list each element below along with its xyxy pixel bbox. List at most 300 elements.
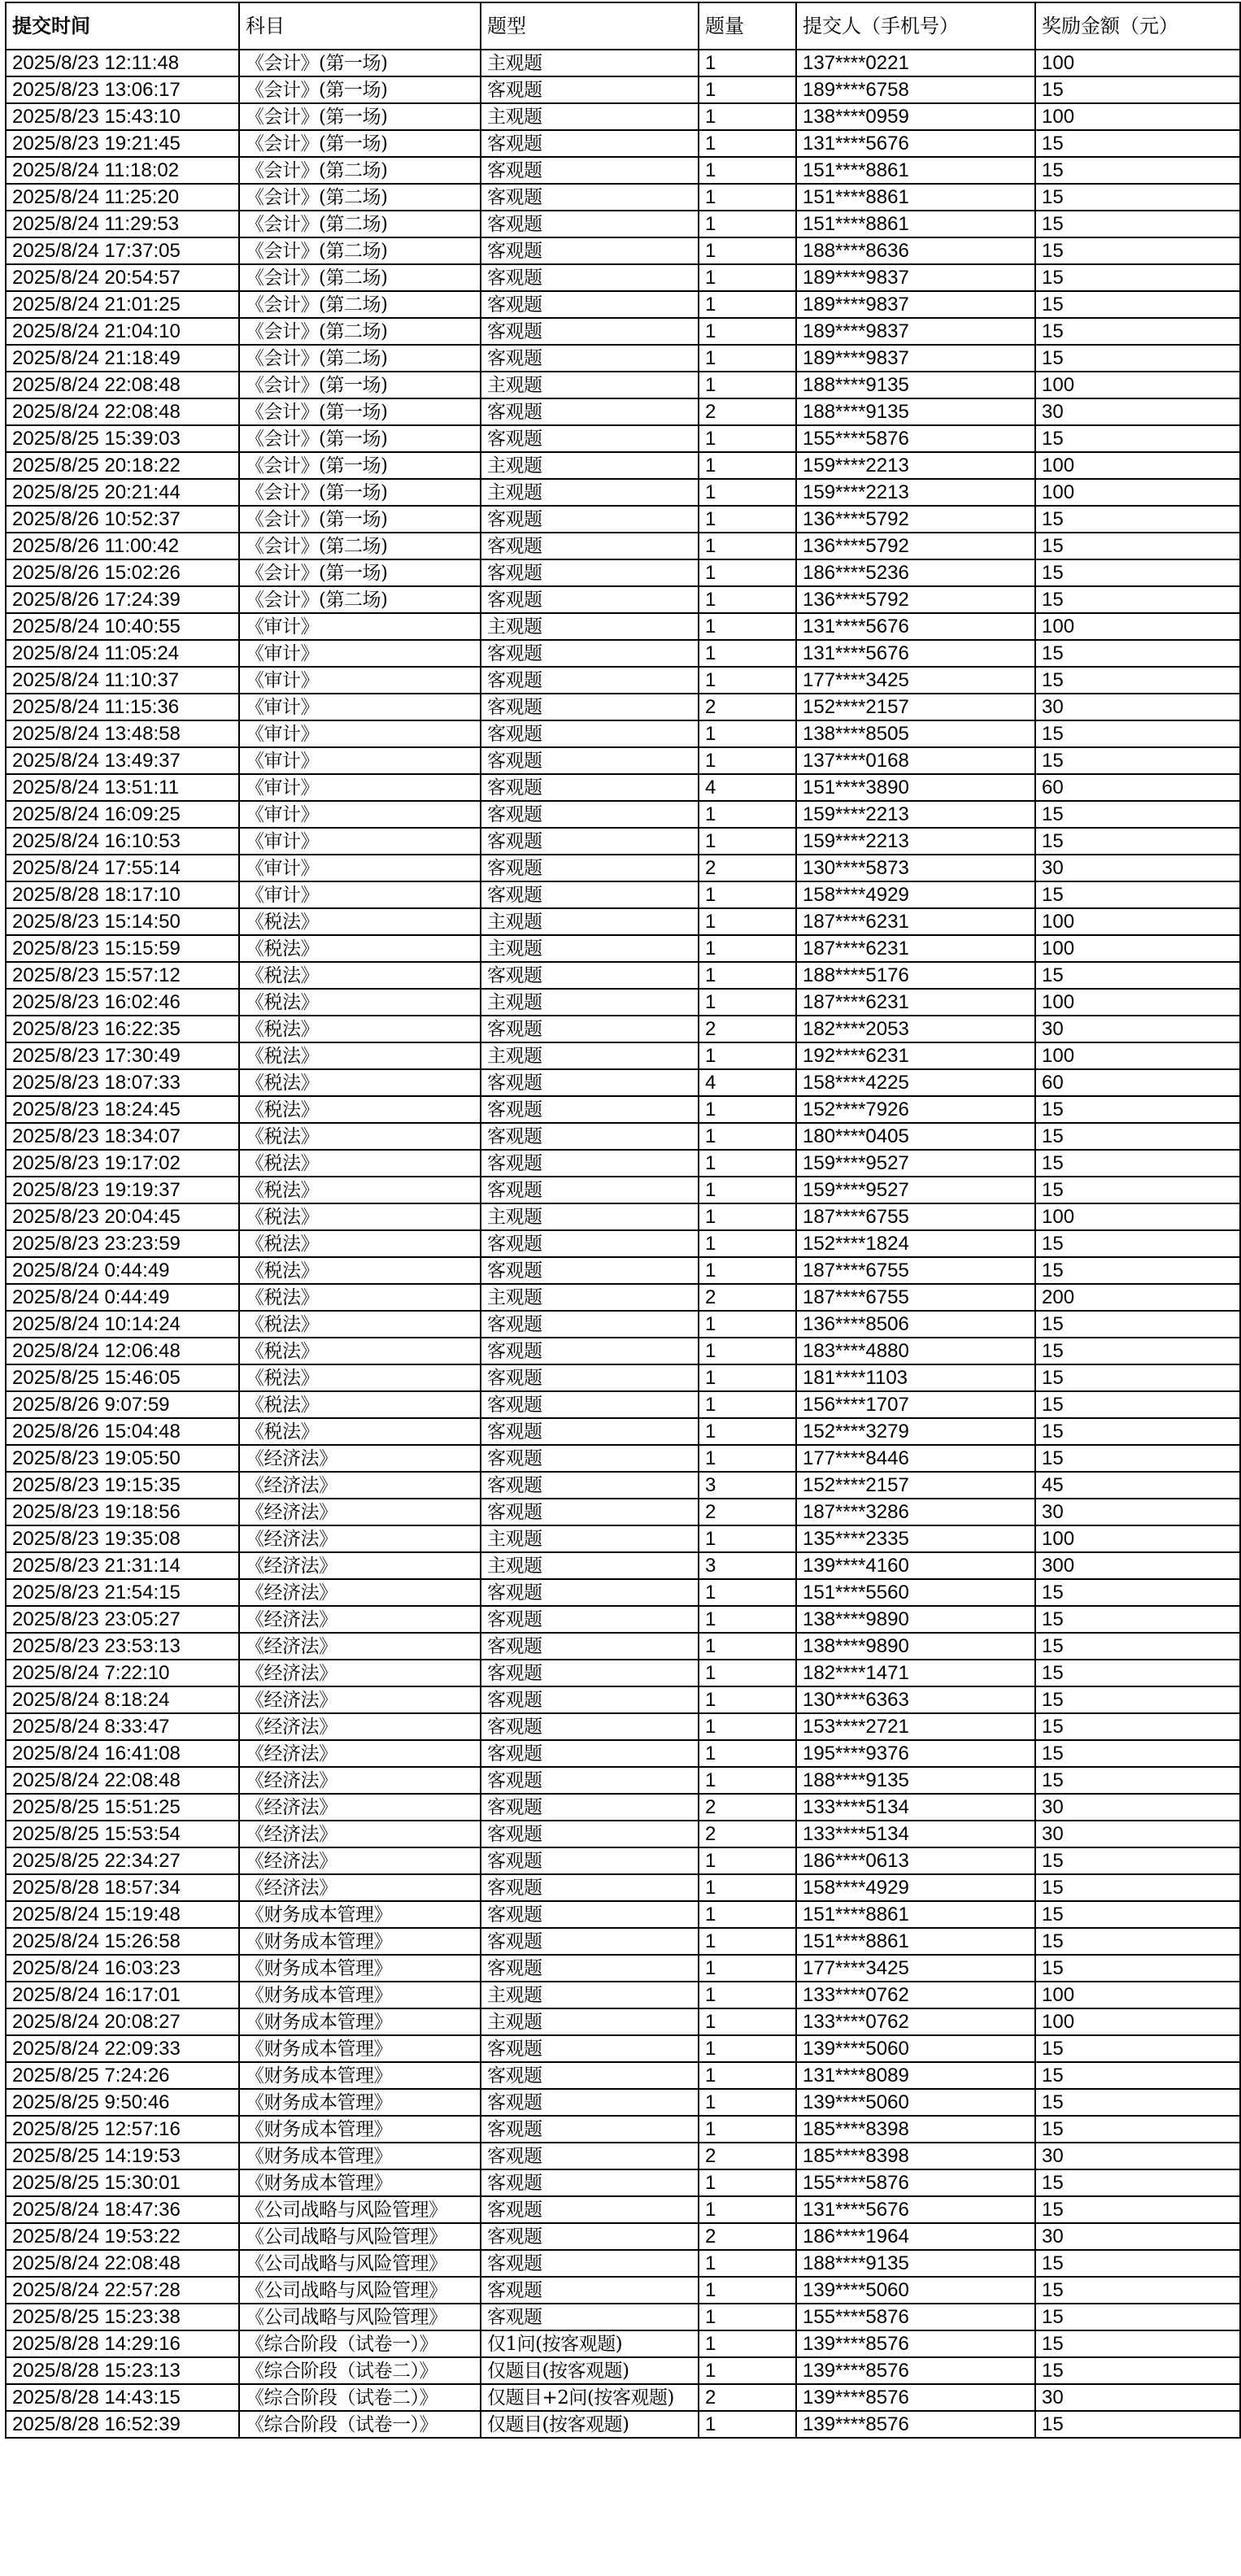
cell-question-count: 1 <box>699 2250 796 2277</box>
cell-question-count: 1 <box>699 1686 796 1713</box>
cell-reward-amount: 200 <box>1035 1284 1240 1311</box>
cell-subject: 《税法》 <box>239 1311 481 1338</box>
table-row <box>6 1257 1240 1284</box>
cell-question-count: 1 <box>699 1579 796 1606</box>
table-row <box>6 452 1240 479</box>
cell-reward-amount: 100 <box>1035 50 1240 76</box>
cell-reward-amount: 30 <box>1035 1499 1240 1525</box>
cell-subject: 《会计》(第二场) <box>239 184 481 211</box>
header-question-count: 题量 <box>699 2 796 50</box>
cell-submit-time: 2025/8/24 21:01:25 <box>6 291 239 318</box>
table-row <box>6 586 1240 613</box>
cell-question-type: 主观题 <box>481 479 699 506</box>
cell-question-type: 客观题 <box>481 425 699 452</box>
cell-submit-time: 2025/8/24 11:25:20 <box>6 184 239 211</box>
cell-submit-time: 2025/8/24 16:09:25 <box>6 801 239 828</box>
cell-submit-time: 2025/8/24 22:57:28 <box>6 2277 239 2304</box>
table-row <box>6 1364 1240 1391</box>
table-row <box>6 237 1240 264</box>
cell-submitter-phone: 131****5676 <box>796 2196 1035 2223</box>
table-row <box>6 2250 1240 2277</box>
cell-submit-time: 2025/8/24 22:08:48 <box>6 398 239 425</box>
cell-submitter-phone: 182****2053 <box>796 1016 1035 1042</box>
cell-reward-amount: 15 <box>1035 1874 1240 1901</box>
table-row <box>6 2008 1240 2035</box>
cell-question-count: 2 <box>699 1016 796 1042</box>
cell-question-count: 1 <box>699 103 796 130</box>
cell-question-count: 1 <box>699 720 796 747</box>
cell-question-count: 1 <box>699 237 796 264</box>
cell-question-type: 主观题 <box>481 1042 699 1069</box>
cell-subject: 《综合阶段（试卷二）》 <box>239 2357 481 2384</box>
cell-submitter-phone: 188****9135 <box>796 2250 1035 2277</box>
cell-submitter-phone: 185****8398 <box>796 2143 1035 2169</box>
cell-reward-amount: 30 <box>1035 1016 1240 1042</box>
cell-reward-amount: 15 <box>1035 667 1240 694</box>
cell-submitter-phone: 152****3279 <box>796 1418 1035 1445</box>
table-row <box>6 2169 1240 2196</box>
cell-reward-amount: 15 <box>1035 318 1240 345</box>
cell-question-type: 主观题 <box>481 1552 699 1579</box>
cell-subject: 《经济法》 <box>239 1847 481 1874</box>
cell-submitter-phone: 139****8576 <box>796 2330 1035 2357</box>
table-row <box>6 157 1240 184</box>
cell-reward-amount: 15 <box>1035 1606 1240 1633</box>
cell-reward-amount: 15 <box>1035 157 1240 184</box>
cell-submitter-phone: 181****1103 <box>796 1364 1035 1391</box>
cell-reward-amount: 15 <box>1035 640 1240 667</box>
cell-submitter-phone: 188****9135 <box>796 1767 1035 1794</box>
cell-question-count: 1 <box>699 2357 796 2384</box>
cell-submitter-phone: 136****8506 <box>796 1311 1035 1338</box>
cell-subject: 《财务成本管理》 <box>239 1982 481 2008</box>
cell-question-type: 主观题 <box>481 908 699 935</box>
cell-submitter-phone: 158****4929 <box>796 881 1035 908</box>
cell-reward-amount: 15 <box>1035 2035 1240 2062</box>
cell-reward-amount: 15 <box>1035 2062 1240 2089</box>
cell-subject: 《税法》 <box>239 1230 481 1257</box>
cell-subject: 《财务成本管理》 <box>239 2169 481 2196</box>
cell-question-type: 客观题 <box>481 640 699 667</box>
table-row <box>6 908 1240 935</box>
cell-submit-time: 2025/8/26 15:04:48 <box>6 1418 239 1445</box>
cell-reward-amount: 60 <box>1035 774 1240 801</box>
cell-submitter-phone: 131****8089 <box>796 2062 1035 2089</box>
cell-question-count: 2 <box>699 2223 796 2250</box>
table-row <box>6 801 1240 828</box>
cell-submit-time: 2025/8/25 14:19:53 <box>6 2143 239 2169</box>
cell-reward-amount: 100 <box>1035 935 1240 962</box>
cell-question-type: 客观题 <box>481 1955 699 1982</box>
cell-question-type: 客观题 <box>481 264 699 291</box>
cell-question-type: 客观题 <box>481 1338 699 1364</box>
cell-reward-amount: 100 <box>1035 452 1240 479</box>
cell-reward-amount: 15 <box>1035 291 1240 318</box>
cell-submit-time: 2025/8/24 11:18:02 <box>6 157 239 184</box>
table-row <box>6 345 1240 372</box>
cell-question-count: 1 <box>699 1150 796 1177</box>
cell-submit-time: 2025/8/25 15:53:54 <box>6 1821 239 1847</box>
table-row <box>6 318 1240 345</box>
cell-submitter-phone: 152****1824 <box>796 1230 1035 1257</box>
cell-question-count: 1 <box>699 2062 796 2089</box>
cell-submitter-phone: 151****8861 <box>796 184 1035 211</box>
cell-submitter-phone: 187****6231 <box>796 989 1035 1016</box>
cell-question-type: 客观题 <box>481 1767 699 1794</box>
cell-submit-time: 2025/8/24 13:49:37 <box>6 747 239 774</box>
table-row <box>6 2411 1240 2438</box>
cell-subject: 《税法》 <box>239 1150 481 1177</box>
table-row <box>6 774 1240 801</box>
cell-reward-amount: 15 <box>1035 1364 1240 1391</box>
cell-subject: 《税法》 <box>239 1364 481 1391</box>
cell-question-type: 客观题 <box>481 2035 699 2062</box>
cell-subject: 《会计》(第一场) <box>239 559 481 586</box>
cell-subject: 《税法》 <box>239 1042 481 1069</box>
cell-question-count: 2 <box>699 1284 796 1311</box>
cell-submitter-phone: 195****9376 <box>796 1740 1035 1767</box>
cell-question-type: 客观题 <box>481 855 699 881</box>
cell-subject: 《会计》(第二场) <box>239 345 481 372</box>
cell-reward-amount: 15 <box>1035 1338 1240 1364</box>
cell-subject: 《审计》 <box>239 720 481 747</box>
cell-reward-amount: 15 <box>1035 184 1240 211</box>
cell-question-count: 4 <box>699 774 796 801</box>
table-row <box>6 1311 1240 1338</box>
cell-subject: 《综合阶段（试卷二）》 <box>239 2384 481 2411</box>
cell-question-type: 客观题 <box>481 2116 699 2143</box>
cell-subject: 《财务成本管理》 <box>239 2008 481 2035</box>
cell-subject: 《经济法》 <box>239 1445 481 1472</box>
cell-submit-time: 2025/8/23 15:14:50 <box>6 908 239 935</box>
cell-question-type: 客观题 <box>481 398 699 425</box>
cell-question-count: 1 <box>699 479 796 506</box>
cell-question-type: 客观题 <box>481 1391 699 1418</box>
cell-question-type: 客观题 <box>481 506 699 533</box>
cell-submitter-phone: 187****6231 <box>796 908 1035 935</box>
cell-question-type: 主观题 <box>481 2008 699 2035</box>
table-row <box>6 76 1240 103</box>
cell-question-count: 2 <box>699 1821 796 1847</box>
cell-submit-time: 2025/8/24 11:15:36 <box>6 694 239 720</box>
cell-reward-amount: 15 <box>1035 1686 1240 1713</box>
cell-submit-time: 2025/8/24 22:09:33 <box>6 2035 239 2062</box>
table-row <box>6 1042 1240 1069</box>
cell-submit-time: 2025/8/24 11:10:37 <box>6 667 239 694</box>
cell-question-type: 主观题 <box>481 1203 699 1230</box>
cell-reward-amount: 100 <box>1035 479 1240 506</box>
cell-question-count: 1 <box>699 2035 796 2062</box>
cell-subject: 《税法》 <box>239 1391 481 1418</box>
cell-reward-amount: 15 <box>1035 345 1240 372</box>
cell-reward-amount: 100 <box>1035 613 1240 640</box>
table-row <box>6 694 1240 720</box>
cell-question-count: 1 <box>699 1847 796 1874</box>
cell-subject: 《税法》 <box>239 1418 481 1445</box>
table-row <box>6 1418 1240 1445</box>
cell-question-type: 客观题 <box>481 533 699 559</box>
header-submit-time: 提交时间 <box>6 2 239 50</box>
cell-reward-amount: 100 <box>1035 989 1240 1016</box>
cell-submitter-phone: 138****8505 <box>796 720 1035 747</box>
cell-reward-amount: 15 <box>1035 881 1240 908</box>
table-row <box>6 1633 1240 1660</box>
cell-reward-amount: 30 <box>1035 1794 1240 1821</box>
table-row <box>6 640 1240 667</box>
cell-submit-time: 2025/8/23 21:31:14 <box>6 1552 239 1579</box>
table-row <box>6 479 1240 506</box>
cell-question-count: 1 <box>699 1928 796 1955</box>
cell-question-type: 仅题目+2问(按客观题) <box>481 2384 699 2411</box>
cell-subject: 《财务成本管理》 <box>239 2089 481 2116</box>
cell-submitter-phone: 189****9837 <box>796 318 1035 345</box>
cell-submitter-phone: 187****6755 <box>796 1257 1035 1284</box>
cell-submitter-phone: 133****5134 <box>796 1821 1035 1847</box>
cell-submit-time: 2025/8/28 15:23:13 <box>6 2357 239 2384</box>
cell-question-type: 客观题 <box>481 1311 699 1338</box>
cell-submit-time: 2025/8/23 19:18:56 <box>6 1499 239 1525</box>
cell-subject: 《公司战略与风险管理》 <box>239 2277 481 2304</box>
cell-question-type: 客观题 <box>481 2250 699 2277</box>
cell-question-count: 1 <box>699 2169 796 2196</box>
table-row <box>6 1982 1240 2008</box>
cell-submitter-phone: 155****5876 <box>796 2304 1035 2330</box>
cell-submitter-phone: 188****9135 <box>796 372 1035 398</box>
table-row <box>6 184 1240 211</box>
cell-submitter-phone: 151****3890 <box>796 774 1035 801</box>
cell-submit-time: 2025/8/24 10:14:24 <box>6 1311 239 1338</box>
cell-question-count: 3 <box>699 1552 796 1579</box>
table-row <box>6 291 1240 318</box>
table-row <box>6 1203 1240 1230</box>
cell-submitter-phone: 185****8398 <box>796 2116 1035 2143</box>
cell-subject: 《经济法》 <box>239 1874 481 1901</box>
cell-question-count: 1 <box>699 1525 796 1552</box>
cell-submit-time: 2025/8/23 16:02:46 <box>6 989 239 1016</box>
cell-subject: 《经济法》 <box>239 1472 481 1499</box>
cell-submitter-phone: 135****2335 <box>796 1525 1035 1552</box>
cell-subject: 《审计》 <box>239 747 481 774</box>
cell-submit-time: 2025/8/28 14:43:15 <box>6 2384 239 2411</box>
cell-submitter-phone: 156****1707 <box>796 1391 1035 1418</box>
cell-reward-amount: 15 <box>1035 533 1240 559</box>
cell-reward-amount: 100 <box>1035 1203 1240 1230</box>
cell-reward-amount: 15 <box>1035 1901 1240 1928</box>
cell-submit-time: 2025/8/24 22:08:48 <box>6 1767 239 1794</box>
table-row <box>6 1901 1240 1928</box>
cell-question-type: 客观题 <box>481 211 699 237</box>
table-row <box>6 372 1240 398</box>
cell-subject: 《税法》 <box>239 1257 481 1284</box>
cell-reward-amount: 15 <box>1035 2304 1240 2330</box>
table-row <box>6 2277 1240 2304</box>
header-subject: 科目 <box>239 2 481 50</box>
cell-subject: 《税法》 <box>239 1096 481 1123</box>
cell-submit-time: 2025/8/23 23:53:13 <box>6 1633 239 1660</box>
cell-reward-amount: 15 <box>1035 2411 1240 2438</box>
cell-subject: 《审计》 <box>239 694 481 720</box>
cell-question-type: 客观题 <box>481 1633 699 1660</box>
cell-question-count: 1 <box>699 291 796 318</box>
cell-subject: 《会计》(第一场) <box>239 425 481 452</box>
cell-subject: 《经济法》 <box>239 1633 481 1660</box>
table-row <box>6 264 1240 291</box>
cell-submitter-phone: 186****1964 <box>796 2223 1035 2250</box>
cell-subject: 《税法》 <box>239 1069 481 1096</box>
cell-submitter-phone: 139****5060 <box>796 2035 1035 2062</box>
cell-subject: 《会计》(第一场) <box>239 130 481 157</box>
cell-subject: 《公司战略与风险管理》 <box>239 2223 481 2250</box>
cell-subject: 《税法》 <box>239 1338 481 1364</box>
cell-subject: 《税法》 <box>239 1203 481 1230</box>
cell-question-count: 2 <box>699 1499 796 1525</box>
cell-submit-time: 2025/8/24 0:44:49 <box>6 1257 239 1284</box>
cell-submitter-phone: 180****0405 <box>796 1123 1035 1150</box>
cell-submit-time: 2025/8/23 17:30:49 <box>6 1042 239 1069</box>
cell-submitter-phone: 152****2157 <box>796 694 1035 720</box>
cell-submit-time: 2025/8/23 18:34:07 <box>6 1123 239 1150</box>
cell-question-count: 1 <box>699 1901 796 1928</box>
cell-question-type: 客观题 <box>481 345 699 372</box>
cell-reward-amount: 100 <box>1035 908 1240 935</box>
cell-question-count: 1 <box>699 184 796 211</box>
cell-question-count: 1 <box>699 2116 796 2143</box>
cell-subject: 《财务成本管理》 <box>239 2062 481 2089</box>
table-row <box>6 1713 1240 1740</box>
cell-submitter-phone: 151****8861 <box>796 211 1035 237</box>
cell-submitter-phone: 155****5876 <box>796 2169 1035 2196</box>
cell-submit-time: 2025/8/24 16:41:08 <box>6 1740 239 1767</box>
cell-submit-time: 2025/8/26 10:52:37 <box>6 506 239 533</box>
cell-reward-amount: 45 <box>1035 1472 1240 1499</box>
cell-subject: 《税法》 <box>239 1016 481 1042</box>
cell-reward-amount: 15 <box>1035 2250 1240 2277</box>
table-row <box>6 103 1240 130</box>
cell-submitter-phone: 189****9837 <box>796 345 1035 372</box>
table-row <box>6 1552 1240 1579</box>
cell-submit-time: 2025/8/24 21:18:49 <box>6 345 239 372</box>
cell-question-type: 客观题 <box>481 2169 699 2196</box>
cell-submit-time: 2025/8/25 15:23:38 <box>6 2304 239 2330</box>
cell-question-type: 客观题 <box>481 1418 699 1445</box>
cell-reward-amount: 15 <box>1035 1230 1240 1257</box>
cell-question-count: 1 <box>699 2330 796 2357</box>
cell-question-count: 1 <box>699 1874 796 1901</box>
cell-reward-amount: 15 <box>1035 2169 1240 2196</box>
cell-submitter-phone: 130****5873 <box>796 855 1035 881</box>
cell-submit-time: 2025/8/23 19:17:02 <box>6 1150 239 1177</box>
cell-question-count: 1 <box>699 559 796 586</box>
cell-subject: 《审计》 <box>239 801 481 828</box>
cell-question-type: 客观题 <box>481 1874 699 1901</box>
cell-reward-amount: 15 <box>1035 1928 1240 1955</box>
cell-question-type: 客观题 <box>481 774 699 801</box>
cell-subject: 《经济法》 <box>239 1740 481 1767</box>
cell-question-count: 1 <box>699 372 796 398</box>
cell-reward-amount: 15 <box>1035 2116 1240 2143</box>
table-row <box>6 881 1240 908</box>
cell-reward-amount: 15 <box>1035 559 1240 586</box>
cell-question-count: 1 <box>699 2196 796 2223</box>
cell-submit-time: 2025/8/23 19:35:08 <box>6 1525 239 1552</box>
cell-submit-time: 2025/8/24 11:05:24 <box>6 640 239 667</box>
cell-question-count: 1 <box>699 1311 796 1338</box>
cell-question-count: 1 <box>699 935 796 962</box>
cell-question-count: 1 <box>699 1391 796 1418</box>
cell-question-count: 1 <box>699 2089 796 2116</box>
cell-submit-time: 2025/8/23 19:15:35 <box>6 1472 239 1499</box>
cell-question-count: 2 <box>699 1794 796 1821</box>
table-row <box>6 1150 1240 1177</box>
cell-submitter-phone: 151****8861 <box>796 1928 1035 1955</box>
cell-question-type: 客观题 <box>481 1177 699 1203</box>
cell-submitter-phone: 158****4225 <box>796 1069 1035 1096</box>
cell-submit-time: 2025/8/24 20:54:57 <box>6 264 239 291</box>
cell-question-type: 客观题 <box>481 2143 699 2169</box>
header-question-type: 题型 <box>481 2 699 50</box>
cell-subject: 《财务成本管理》 <box>239 2035 481 2062</box>
cell-question-type: 客观题 <box>481 1579 699 1606</box>
cell-submitter-phone: 155****5876 <box>796 425 1035 452</box>
cell-reward-amount: 15 <box>1035 586 1240 613</box>
cell-question-type: 客观题 <box>481 76 699 103</box>
cell-submitter-phone: 152****7926 <box>796 1096 1035 1123</box>
cell-reward-amount: 15 <box>1035 1767 1240 1794</box>
cell-submit-time: 2025/8/23 20:04:45 <box>6 1203 239 1230</box>
cell-submit-time: 2025/8/24 16:10:53 <box>6 828 239 855</box>
cell-subject: 《会计》(第二场) <box>239 291 481 318</box>
cell-question-type: 客观题 <box>481 1123 699 1150</box>
cell-reward-amount: 15 <box>1035 1955 1240 1982</box>
cell-subject: 《税法》 <box>239 908 481 935</box>
cell-submitter-phone: 139****4160 <box>796 1552 1035 1579</box>
cell-submit-time: 2025/8/26 15:02:26 <box>6 559 239 586</box>
cell-submit-time: 2025/8/24 20:08:27 <box>6 2008 239 2035</box>
cell-submit-time: 2025/8/23 19:21:45 <box>6 130 239 157</box>
cell-submit-time: 2025/8/24 21:04:10 <box>6 318 239 345</box>
cell-submit-time: 2025/8/24 17:37:05 <box>6 237 239 264</box>
cell-submitter-phone: 192****6231 <box>796 1042 1035 1069</box>
cell-question-type: 客观题 <box>481 2223 699 2250</box>
cell-question-type: 主观题 <box>481 1284 699 1311</box>
cell-reward-amount: 15 <box>1035 1579 1240 1606</box>
table-body <box>6 50 1240 2438</box>
cell-question-type: 仅题目(按客观题) <box>481 2411 699 2438</box>
cell-question-count: 1 <box>699 318 796 345</box>
cell-reward-amount: 15 <box>1035 1660 1240 1686</box>
cell-question-count: 2 <box>699 694 796 720</box>
cell-question-count: 1 <box>699 506 796 533</box>
cell-submit-time: 2025/8/23 15:15:59 <box>6 935 239 962</box>
table-row <box>6 1821 1240 1847</box>
cell-submit-time: 2025/8/24 8:18:24 <box>6 1686 239 1713</box>
cell-submitter-phone: 187****6755 <box>796 1284 1035 1311</box>
cell-reward-amount: 15 <box>1035 211 1240 237</box>
cell-submit-time: 2025/8/24 19:53:22 <box>6 2223 239 2250</box>
cell-question-type: 客观题 <box>481 184 699 211</box>
table-row <box>6 50 1240 76</box>
cell-question-count: 1 <box>699 2008 796 2035</box>
cell-question-count: 4 <box>699 1069 796 1096</box>
cell-reward-amount: 15 <box>1035 1633 1240 1660</box>
cell-question-count: 3 <box>699 1472 796 1499</box>
cell-question-type: 主观题 <box>481 989 699 1016</box>
cell-question-count: 1 <box>699 1203 796 1230</box>
cell-question-type: 客观题 <box>481 1928 699 1955</box>
table-row <box>6 1579 1240 1606</box>
cell-subject: 《经济法》 <box>239 1552 481 1579</box>
cell-submitter-phone: 133****5134 <box>796 1794 1035 1821</box>
